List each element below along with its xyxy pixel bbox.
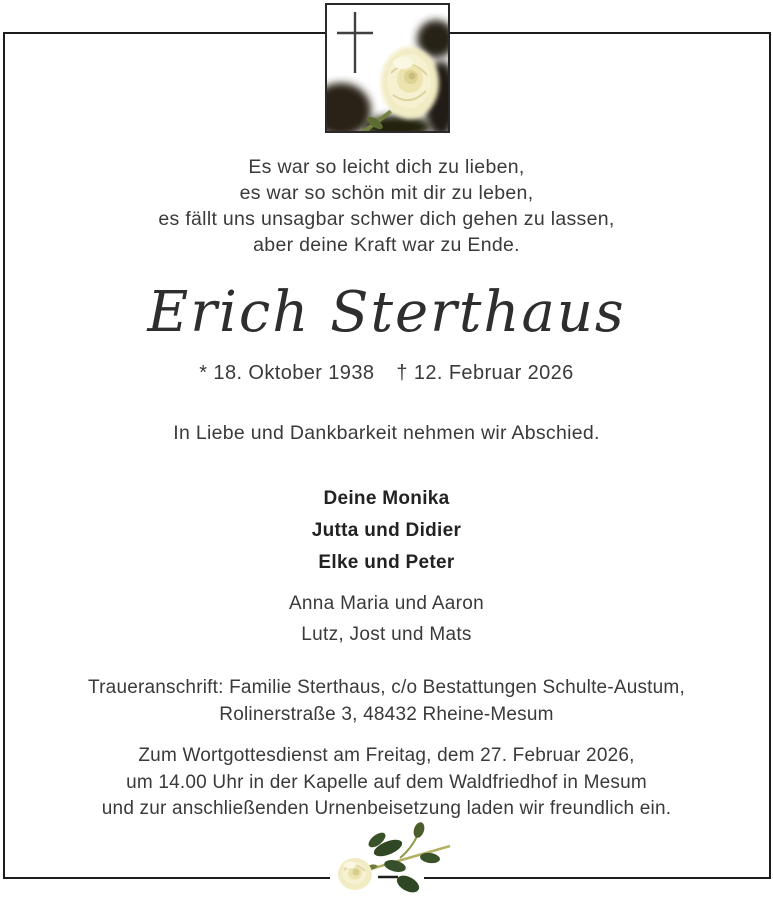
farewell-line: In Liebe und Dankbarkeit nehmen wir Abschied. [173, 422, 600, 444]
life-dates [0, 362, 773, 385]
service-line-3: und zur anschließenden Urnenbeisetzung laden wir freundlich ein. [101, 798, 672, 819]
family-primary [0, 483, 773, 579]
poem [0, 154, 773, 258]
poem-line-2: es war so schön mit dir zu leben, [239, 182, 534, 204]
poem-line-4: aber deine Kraft war zu Ende. [253, 234, 520, 256]
deceased-name: Erich Sterthaus [147, 280, 626, 345]
service-line-2: um 14.00 Uhr in der Kapelle auf dem Waldfriedhof in Mesum [126, 771, 647, 793]
cross-and-rose-photo [325, 3, 450, 133]
service-info [0, 743, 773, 823]
service-line-1: Zum Wortgottesdienst am Freitag, dem 27. Februar 2026, [138, 745, 635, 766]
condolence-address [0, 674, 773, 728]
address-line-1: Traueranschrift: Familie Sterthaus, c/o Bestattungen Schulte-Austum, [88, 677, 685, 698]
family-secondary [0, 588, 773, 650]
address-line-2: Rolinerstraße 3, 48432 Rheine-Mesum [219, 704, 554, 725]
family-primary-3: Elke und Peter [318, 552, 455, 573]
family-primary-1: Deine Monika [323, 488, 450, 509]
birth-date: * 18. Oktober 1938 [199, 362, 375, 384]
poem-line-3: es fällt uns unsagbar schwer dich gehen zu lassen, [158, 208, 615, 230]
family-secondary-2: Lutz, Jost und Mats [301, 624, 472, 645]
bottom-rose-photo [298, 818, 462, 898]
family-secondary-1: Anna Maria und Aaron [288, 593, 485, 614]
death-date: † 12. Februar 2026 [396, 362, 574, 384]
poem-line-1: Es war so leicht dich zu lieben, [248, 156, 525, 178]
family-primary-2: Jutta und Didier [311, 520, 462, 541]
